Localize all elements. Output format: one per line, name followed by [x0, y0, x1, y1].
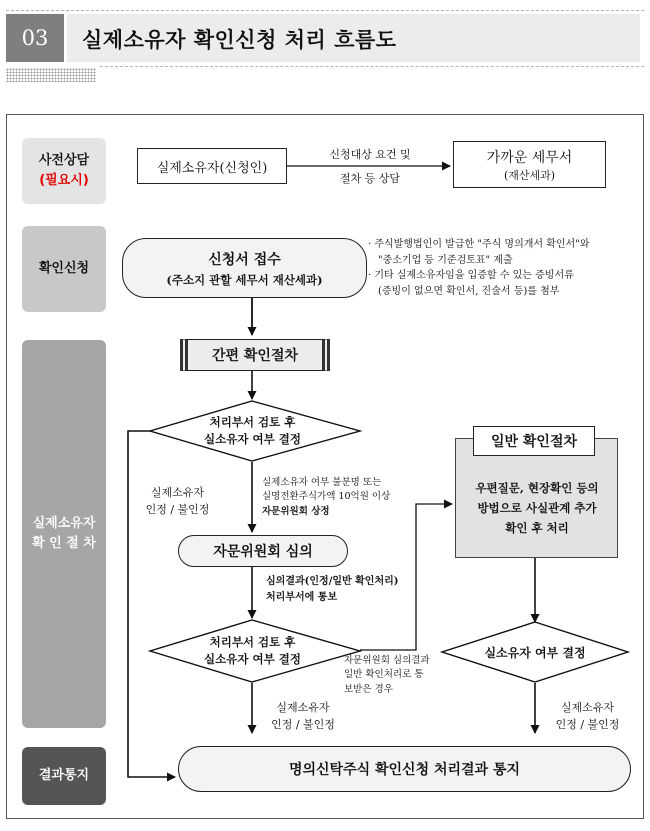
page-title: 실제소유자 확인신청 처리 흐름도	[82, 28, 397, 52]
right-result-line1: 실제소유자	[560, 701, 615, 714]
arrow-left-loop	[128, 431, 175, 777]
committee-box	[178, 535, 348, 567]
general-desc-line3: 확인 후 처리	[505, 521, 569, 536]
reception-note-4: (증빙이 없으면 확인서, 진술서 등)를 첨부	[378, 285, 560, 297]
left-result	[130, 484, 225, 518]
general-procedure-title	[473, 426, 595, 456]
mid-result-line1: 실제소유자	[276, 701, 330, 714]
general-note	[344, 654, 454, 697]
review2-text	[175, 634, 330, 667]
section-number: 03	[6, 14, 64, 62]
stage-notice-label: 결과통지	[38, 767, 90, 783]
reception-sub: (주소지 관할 세무서 재산세과)	[166, 272, 323, 287]
unclear-note-line1: 실제소유자 여부 불분명 또는	[262, 477, 382, 488]
decision-label: 실소유자 여부 결정	[484, 646, 586, 660]
general-desc-line2: 방법으로 사실관계 추가	[477, 501, 597, 516]
stage-pre-consult-label: 사전상담	[38, 152, 90, 168]
mid-result	[258, 699, 348, 733]
stage-pre-consult	[22, 138, 106, 204]
stage-notice	[22, 747, 106, 805]
review1-line1: 처리부서 검토 후	[209, 415, 296, 429]
owner-applicant-label: 실제소유자(신청인)	[156, 160, 268, 176]
reception-note-1: · 주식발행법인이 발급한 "주식 명의개서 확인서"와	[368, 239, 590, 250]
right-result-line2: 인정 / 불인정	[555, 718, 620, 732]
tax-office-sub: (재산세과)	[503, 168, 556, 182]
stage-confirm-label-2: 확 인 절 차	[32, 536, 96, 551]
stage-confirm-label-1: 실제소유자	[32, 515, 96, 531]
final-notice-label: 명의신탁주식 확인신청 처리결과 통지	[288, 762, 520, 778]
pre-consult-label-2: 절차 등 상담	[339, 172, 401, 185]
pre-consult-label-1: 신청대상 요건 및	[329, 148, 411, 161]
general-note-line3: 보받은 경우	[344, 683, 393, 695]
general-note-line1: 자문위원회 심의결과	[344, 655, 430, 666]
tax-office-label: 가까운 세무서	[486, 149, 573, 166]
final-notice-box	[178, 746, 631, 792]
general-desc	[457, 478, 617, 538]
mid-result-line2: 인정 / 불인정	[271, 718, 335, 732]
committee-note-line2: 처리부서에 통보	[266, 592, 338, 603]
right-result	[540, 699, 635, 733]
stage-pre-consult-note: (필요시)	[39, 173, 89, 188]
unclear-note-line2: 실명전환주식가액 10억원 이상	[262, 491, 391, 503]
unclear-note-line3: 자문위원회 상정	[262, 505, 330, 517]
general-desc-line1: 우편질문, 현장확인 등의	[475, 481, 599, 495]
committee-label: 자문위원회 심의	[213, 544, 313, 560]
reception-box	[122, 238, 367, 298]
stage-apply-label: 확인신청	[38, 260, 90, 276]
reception-note-2: "중소기업 등 기준검토표" 제출	[378, 254, 513, 266]
general-note-line2: 일반 확인처리로 통	[344, 669, 424, 681]
review1-text	[175, 414, 330, 447]
simple-procedure-box	[180, 339, 330, 371]
tax-office-box	[453, 141, 606, 188]
stage-apply	[22, 226, 106, 312]
reception-notes	[368, 237, 638, 299]
simple-procedure-label: 간편 확인절차	[211, 348, 299, 364]
left-result-line1: 실제소유자	[150, 486, 205, 499]
committee-note	[266, 574, 436, 606]
committee-note-line1: 심의결과(인정/일반 확인처리)	[266, 576, 399, 587]
unclear-note	[262, 476, 422, 519]
review2-line2: 실소유자 여부 결정	[204, 651, 301, 666]
stage-confirm	[22, 340, 106, 728]
decision-text	[460, 644, 610, 664]
review2-line1: 처리부서 검토 후	[209, 635, 296, 649]
general-procedure-label: 일반 확인절차	[490, 434, 578, 450]
reception-note-3: · 기타 실제소유자임을 입증할 수 있는 증빙서류	[368, 270, 574, 281]
reception-label: 신청서 접수	[208, 251, 281, 268]
owner-applicant-box	[137, 148, 287, 184]
review1-line2: 실소유자 여부 결정	[204, 431, 301, 446]
left-result-line2: 인정 / 불인정	[145, 503, 210, 517]
